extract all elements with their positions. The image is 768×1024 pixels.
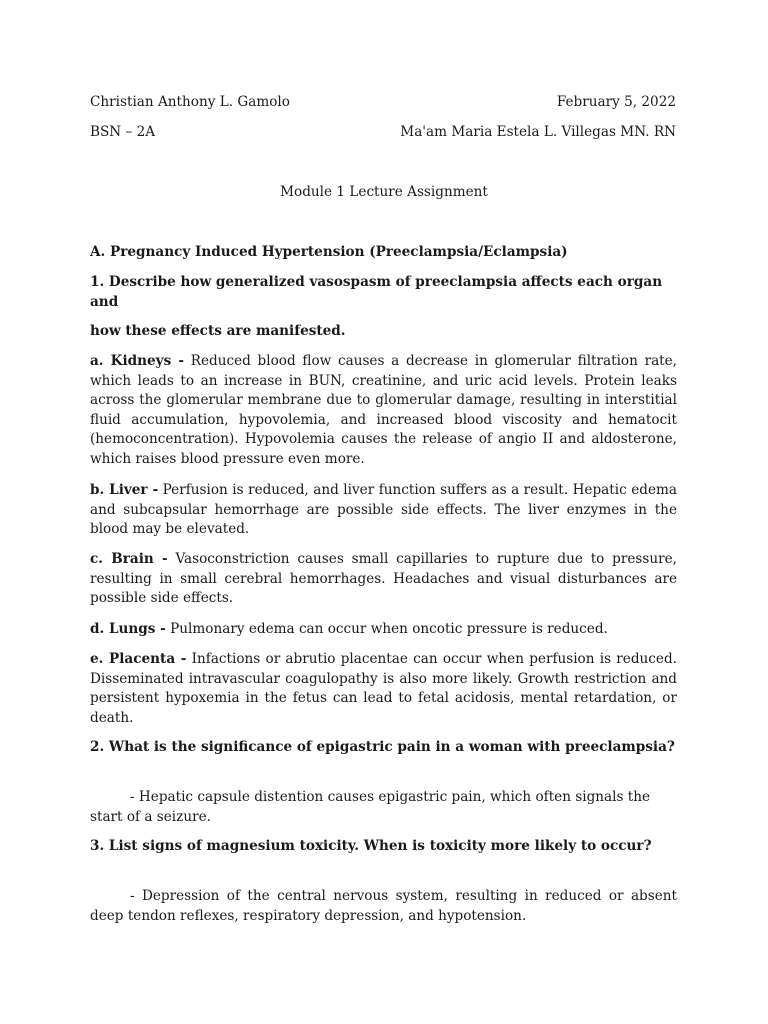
item-text: Perfusion is reduced, and liver function suffers as a result. Hepatic edema and subcapsular hemorrhage are possible side effects. The liver enzymes in the blood may be elevated.	[90, 482, 677, 538]
q2-answer	[90, 788, 677, 827]
item-text: Reduced blood flow causes a decrease in glomerular filtration rate, which leads to an increase in BUN, creatinine, and uric acid levels. Protein leaks across the glomerular membrane due to glomerular damage, resulting in interstitial fluid accumulation, hypovolemia, and increased blood viscosity and hematocit (hemoconcentration). Hypovolemia causes the release of angio II and aldosterone, which raises blood pressure even more.	[90, 353, 678, 467]
q1-item-kidneys	[90, 352, 677, 470]
q1-item-lungs	[90, 620, 677, 640]
item-text: Vasoconstriction causes small capillaries to rupture due to pressure, resulting in small cerebral hemorrhages. Headaches and visual disturbances are possible side effects.	[90, 551, 678, 607]
section-a-heading: A. Pregnancy Induced Hypertension (Preeclampsia/Eclampsia)	[90, 244, 568, 260]
q1-item-brain	[90, 550, 677, 609]
instructor-name: Ma'am Maria Estela L. Villegas MN. RN	[400, 124, 676, 140]
item-text: Pulmonary edema can occur when oncotic pressure is reduced.	[170, 621, 608, 637]
q1-question-part1: 1. Describe how generalized vasospasm of preeclampsia affects each organ and	[90, 274, 663, 310]
student-name: Christian Anthony L. Gamolo	[90, 94, 290, 110]
item-text: Infactions or abrutio placentae can occur when perfusion is reduced. Disseminated intravascular coagulopathy is also more likely. Growth restriction and persistent hypoxemia in the fetus can lead to fetal acidosis, mental retardation, or death.	[90, 651, 677, 726]
q3-answer-text: - Depression of the central nervous system, resulting in reduced or absent deep tendon reflexes, respiratory depression, and hypotension.	[90, 888, 677, 924]
q1-question-part2: how these effects are manifested.	[90, 323, 346, 339]
q2-answer-text: - Hepatic capsule distention causes epigastric pain, which often signals the start of a seizure.	[90, 789, 651, 825]
item-label: b. Liver -	[90, 482, 159, 498]
header-row-1	[90, 94, 676, 110]
q3-answer	[90, 887, 677, 926]
q1-item-placenta	[90, 650, 677, 728]
item-label: d. Lungs -	[90, 621, 166, 637]
header-row-2	[90, 124, 676, 140]
q2-question: 2. What is the significance of epigastric pain in a woman with preeclampsia?	[90, 739, 675, 755]
q3-question: 3. List signs of magnesium toxicity. When is toxicity more likely to occur?	[90, 838, 652, 854]
document-title: Module 1 Lecture Assignment	[280, 184, 488, 200]
item-label: e. Placenta -	[90, 651, 187, 667]
submission-date: February 5, 2022	[556, 94, 676, 110]
section-label: BSN – 2A	[90, 124, 156, 140]
item-label: c. Brain -	[90, 551, 168, 567]
item-label: a. Kidneys -	[90, 353, 185, 369]
q1-item-liver	[90, 481, 677, 540]
